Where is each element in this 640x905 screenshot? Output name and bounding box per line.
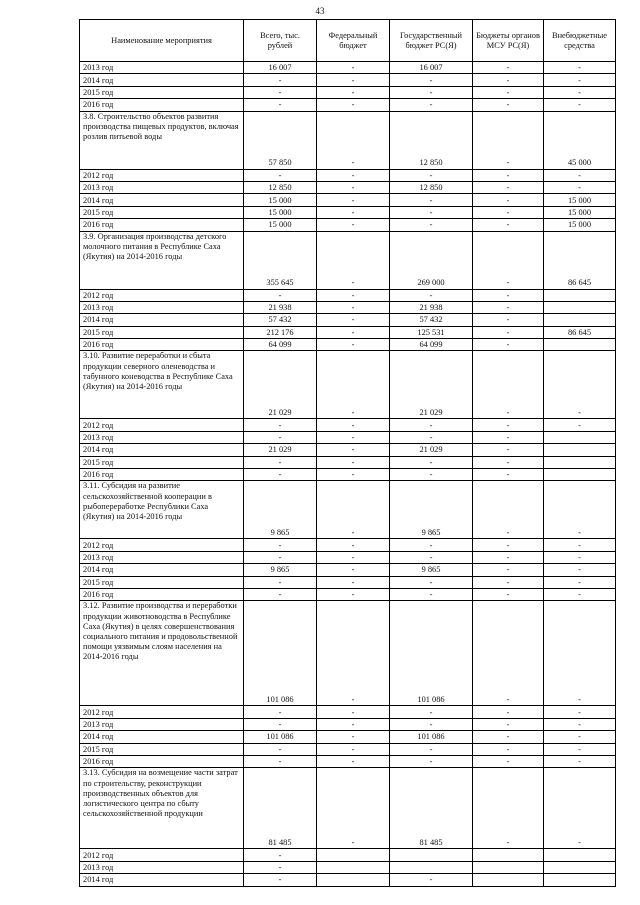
cell-state: - [390,74,473,86]
cell-state: - [390,169,473,181]
cell-name: 2012 год [80,289,244,301]
cell-municipal: - [473,219,544,231]
cell-name: 2015 год [80,743,244,755]
cell-extrabudget: - [544,576,616,588]
cell-total: 9 865 [244,481,317,539]
cell-federal [317,861,390,873]
table-row [80,755,616,767]
table-row [80,588,616,600]
cell-state [390,849,473,861]
cell-municipal: - [473,469,544,481]
cell-name: 2016 год [80,469,244,481]
cell-name: 2014 год [80,731,244,743]
cell-federal: - [317,444,390,456]
cell-name: 2016 год [80,219,244,231]
cell-state: - [390,551,473,563]
table-row [80,861,616,873]
cell-extrabudget: - [544,74,616,86]
cell-extrabudget: 15 000 [544,206,616,218]
cell-extrabudget [544,444,616,456]
cell-federal: - [317,481,390,539]
cell-federal: - [317,539,390,551]
cell-state: 125 531 [390,326,473,338]
cell-federal: - [317,456,390,468]
cell-federal: - [317,706,390,718]
cell-total: 81 485 [244,768,317,849]
table-row [80,469,616,481]
cell-total: - [244,743,317,755]
cell-federal [317,874,390,886]
cell-name: 2012 год [80,169,244,181]
cell-name: 3.13. Субсидия на возмещение части затрат по строительству, реконструкции производственных объектов для логистического центра по сбыту сельскохозяйственной продукции [80,768,244,849]
cell-state: - [390,755,473,767]
cell-name: 2013 год [80,551,244,563]
table-row [80,576,616,588]
cell-total: 21 938 [244,301,317,313]
cell-state: - [390,588,473,600]
cell-total: - [244,706,317,718]
cell-federal: - [317,99,390,111]
cell-total: - [244,86,317,98]
cell-federal: - [317,231,390,289]
table-row [80,206,616,218]
cell-federal: - [317,731,390,743]
cell-total: - [244,419,317,431]
cell-state: 9 865 [390,481,473,539]
table-row [80,326,616,338]
table-section-row [80,601,616,706]
cell-federal: - [317,326,390,338]
cell-total: 355 645 [244,231,317,289]
cell-total: - [244,74,317,86]
cell-municipal: - [473,481,544,539]
cell-federal: - [317,564,390,576]
table-row [80,339,616,351]
table-row [80,169,616,181]
cell-name: 2013 год [80,181,244,193]
cell-name: 2014 год [80,874,244,886]
cell-name: 2015 год [80,326,244,338]
cell-total: - [244,755,317,767]
cell-extrabudget: - [544,743,616,755]
cell-state: 101 086 [390,731,473,743]
cell-extrabudget: 15 000 [544,194,616,206]
cell-name: 3.9. Организация производства детского молочного питания в Республике Саха (Якутия) на 2014-2016 годы [80,231,244,289]
table-header-row [80,20,616,62]
cell-name: 2016 год [80,588,244,600]
cell-state: 64 099 [390,339,473,351]
cell-extrabudget [544,849,616,861]
cell-state: 12 850 [390,111,473,169]
cell-federal: - [317,314,390,326]
table-section-row [80,481,616,539]
cell-municipal: - [473,431,544,443]
cell-extrabudget: 45 000 [544,111,616,169]
cell-state: - [390,718,473,730]
cell-total: 101 086 [244,601,317,706]
header-federal: Федеральный бюджет [317,20,390,62]
table-row [80,99,616,111]
cell-extrabudget: - [544,351,616,419]
table-row [80,62,616,74]
cell-extrabudget [544,456,616,468]
cell-name: 2016 год [80,99,244,111]
cell-municipal: - [473,706,544,718]
cell-extrabudget: - [544,169,616,181]
cell-total: 21 029 [244,444,317,456]
table-row [80,743,616,755]
cell-extrabudget [544,874,616,886]
cell-name: 2012 год [80,539,244,551]
cell-municipal: - [473,74,544,86]
cell-extrabudget: - [544,419,616,431]
cell-municipal: - [473,99,544,111]
table-row [80,74,616,86]
cell-federal: - [317,206,390,218]
page-number: 43 [315,6,325,16]
cell-total: - [244,861,317,873]
cell-extrabudget: - [544,768,616,849]
cell-state: - [390,289,473,301]
cell-municipal: - [473,314,544,326]
cell-extrabudget [544,314,616,326]
cell-total: - [244,874,317,886]
cell-federal: - [317,431,390,443]
cell-federal: - [317,576,390,588]
cell-state: 81 485 [390,768,473,849]
cell-state: 12 850 [390,181,473,193]
cell-federal: - [317,551,390,563]
cell-municipal: - [473,62,544,74]
cell-extrabudget: - [544,564,616,576]
header-state: Государственный бюджет РС(Я) [390,20,473,62]
cell-municipal: - [473,231,544,289]
cell-federal: - [317,111,390,169]
cell-municipal: - [473,169,544,181]
cell-federal: - [317,194,390,206]
cell-municipal: - [473,551,544,563]
cell-extrabudget: - [544,588,616,600]
header-extrabudget: Внебюджетные средства [544,20,616,62]
cell-total: - [244,469,317,481]
cell-name: 2014 год [80,444,244,456]
cell-name: 2012 год [80,419,244,431]
table-row [80,706,616,718]
cell-extrabudget: - [544,755,616,767]
cell-name: 2015 год [80,206,244,218]
table-row [80,539,616,551]
cell-name: 2013 год [80,62,244,74]
cell-state: - [390,206,473,218]
cell-extrabudget [544,301,616,313]
cell-state: - [390,743,473,755]
table-row [80,86,616,98]
cell-state: 101 086 [390,601,473,706]
cell-total: 212 176 [244,326,317,338]
cell-extrabudget: 15 000 [544,219,616,231]
table-row [80,874,616,886]
cell-name: 2014 год [80,74,244,86]
header-total: Всего, тыс. рублей [244,20,317,62]
table-row [80,444,616,456]
cell-extrabudget: - [544,62,616,74]
cell-state: - [390,456,473,468]
cell-federal: - [317,768,390,849]
cell-municipal: - [473,564,544,576]
cell-federal [317,849,390,861]
cell-federal: - [317,289,390,301]
cell-name: 3.8. Строительство объектов развития производства пищевых продуктов, включая розлив питьевой воды [80,111,244,169]
table-row [80,849,616,861]
cell-total: 21 029 [244,351,317,419]
cell-federal: - [317,718,390,730]
cell-state: 16 007 [390,62,473,74]
cell-municipal: - [473,731,544,743]
cell-name: 3.10. Развитие переработки и сбыта продукции северного оленеводства и табунного коневодства в Республике Саха (Якутия) на 2014-2016 годы [80,351,244,419]
cell-total: - [244,718,317,730]
cell-extrabudget: - [544,718,616,730]
cell-state: - [390,194,473,206]
cell-extrabudget: - [544,481,616,539]
cell-state: - [390,576,473,588]
table-row [80,731,616,743]
cell-municipal: - [473,339,544,351]
cell-name: 2014 год [80,564,244,576]
cell-state: - [390,469,473,481]
cell-name: 2014 год [80,314,244,326]
cell-municipal: - [473,743,544,755]
cell-municipal: - [473,206,544,218]
cell-total: - [244,539,317,551]
budget-table [79,19,616,887]
cell-federal: - [317,62,390,74]
cell-federal: - [317,339,390,351]
table-section-row [80,111,616,169]
cell-municipal: - [473,111,544,169]
cell-municipal [473,861,544,873]
cell-federal: - [317,755,390,767]
cell-state: 21 938 [390,301,473,313]
cell-state: - [390,419,473,431]
table-row [80,718,616,730]
table-row [80,301,616,313]
cell-municipal [473,849,544,861]
cell-federal: - [317,74,390,86]
cell-name: 2015 год [80,456,244,468]
cell-federal: - [317,469,390,481]
table-row [80,314,616,326]
cell-state: - [390,99,473,111]
cell-total: 15 000 [244,219,317,231]
cell-federal: - [317,601,390,706]
cell-name: 2013 год [80,861,244,873]
cell-municipal: - [473,588,544,600]
table-row [80,219,616,231]
cell-extrabudget [544,339,616,351]
cell-extrabudget [544,469,616,481]
cell-total: - [244,576,317,588]
cell-total: 57 850 [244,111,317,169]
cell-municipal [473,874,544,886]
cell-state: 21 029 [390,444,473,456]
cell-federal: - [317,219,390,231]
header-name: Наименование мероприятия [80,20,244,62]
cell-federal: - [317,86,390,98]
cell-extrabudget: - [544,551,616,563]
table-row [80,564,616,576]
cell-name: 3.12. Развитие производства и переработки продукции животноводства в Республике Саха (Якутия) в целях совершенствования социального питания и продовольственной помощи уязвимым слоям населения на 2014-2016 годы [80,601,244,706]
cell-name: 3.11. Субсидия на развитие сельскохозяйственной кооперации в рыбопереработке Республики Саха (Якутия) на 2014-2016 годы [80,481,244,539]
cell-state: - [390,874,473,886]
cell-federal: - [317,588,390,600]
cell-state: - [390,706,473,718]
header-municipal: Бюджеты органов МСУ РС(Я) [473,20,544,62]
cell-total: - [244,99,317,111]
cell-total: 12 850 [244,181,317,193]
cell-municipal: - [473,351,544,419]
cell-municipal: - [473,326,544,338]
cell-name: 2015 год [80,86,244,98]
cell-state: 269 000 [390,231,473,289]
cell-state: 57 432 [390,314,473,326]
table-row [80,456,616,468]
table-section-row [80,768,616,849]
cell-total: 57 432 [244,314,317,326]
cell-state: - [390,431,473,443]
table-row [80,181,616,193]
table-section-row [80,351,616,419]
cell-municipal: - [473,419,544,431]
cell-name: 2013 год [80,301,244,313]
cell-municipal: - [473,755,544,767]
cell-state: - [390,539,473,551]
table-row [80,419,616,431]
table-row [80,289,616,301]
cell-federal: - [317,181,390,193]
cell-federal: - [317,301,390,313]
cell-municipal: - [473,181,544,193]
cell-municipal: - [473,576,544,588]
cell-municipal: - [473,539,544,551]
cell-total: 15 000 [244,206,317,218]
cell-state: - [390,219,473,231]
cell-total: - [244,551,317,563]
cell-total: - [244,588,317,600]
table-row [80,551,616,563]
cell-total: - [244,431,317,443]
cell-extrabudget [544,431,616,443]
table-body [80,62,616,887]
cell-name: 2016 год [80,755,244,767]
cell-extrabudget: - [544,731,616,743]
cell-total: 16 007 [244,62,317,74]
cell-name: 2013 год [80,431,244,443]
cell-name: 2016 год [80,339,244,351]
cell-municipal: - [473,456,544,468]
cell-total: - [244,849,317,861]
cell-federal: - [317,351,390,419]
table-row [80,194,616,206]
cell-municipal: - [473,444,544,456]
cell-name: 2015 год [80,576,244,588]
cell-total: 101 086 [244,731,317,743]
cell-state [390,861,473,873]
cell-total: - [244,289,317,301]
table-row [80,431,616,443]
cell-municipal: - [473,601,544,706]
cell-extrabudget: - [544,181,616,193]
cell-name: 2012 год [80,706,244,718]
cell-name: 2014 год [80,194,244,206]
cell-name: 2013 год [80,718,244,730]
cell-municipal: - [473,194,544,206]
cell-extrabudget: - [544,539,616,551]
cell-federal: - [317,743,390,755]
cell-extrabudget: - [544,99,616,111]
cell-extrabudget [544,861,616,873]
cell-state: - [390,86,473,98]
cell-state: 9 865 [390,564,473,576]
cell-municipal: - [473,768,544,849]
cell-extrabudget: - [544,86,616,98]
cell-total: 9 865 [244,564,317,576]
cell-extrabudget [544,289,616,301]
cell-extrabudget: 86 645 [544,231,616,289]
cell-extrabudget: 86 645 [544,326,616,338]
cell-state: 21 029 [390,351,473,419]
cell-municipal: - [473,289,544,301]
cell-total: 15 000 [244,194,317,206]
cell-extrabudget: - [544,601,616,706]
table-section-row [80,231,616,289]
cell-federal: - [317,169,390,181]
cell-total: - [244,456,317,468]
cell-federal: - [317,419,390,431]
cell-municipal: - [473,718,544,730]
cell-municipal: - [473,301,544,313]
cell-name: 2012 год [80,849,244,861]
cell-extrabudget: - [544,706,616,718]
cell-municipal: - [473,86,544,98]
cell-total: - [244,169,317,181]
cell-total: 64 099 [244,339,317,351]
